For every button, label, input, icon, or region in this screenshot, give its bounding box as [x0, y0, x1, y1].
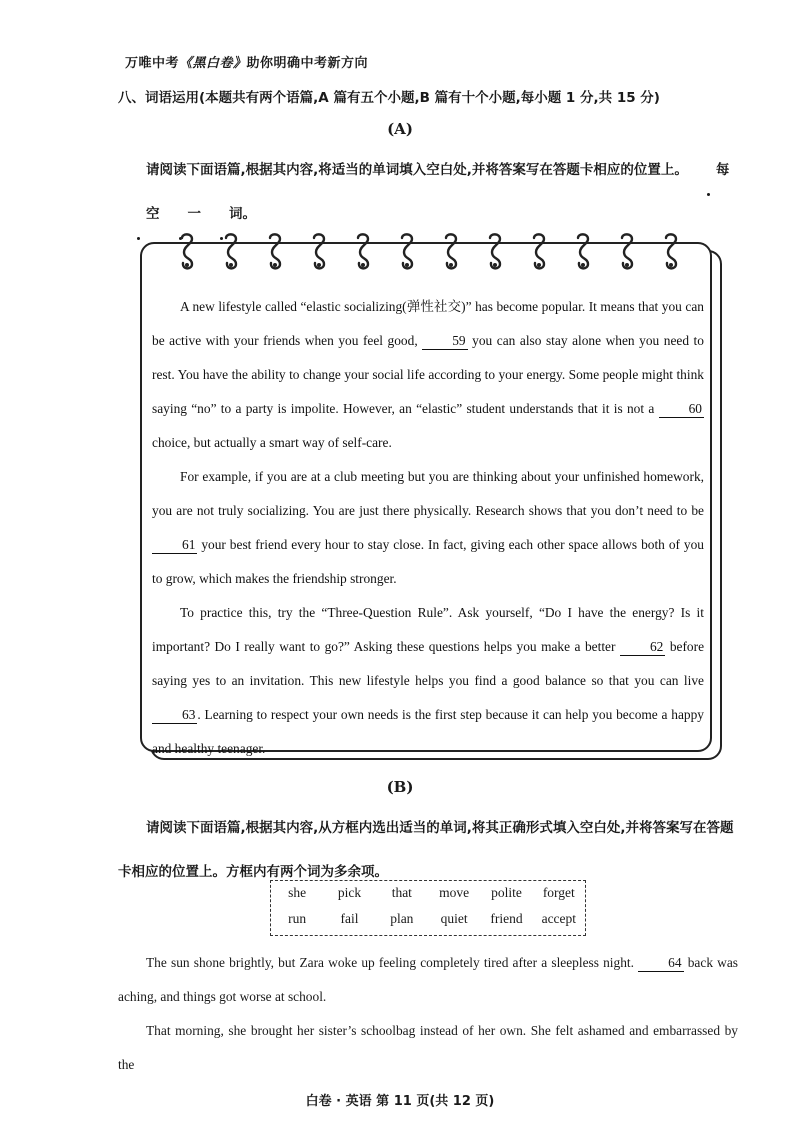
passage-a-text: For example, if you are at a club meeting but you are thinking about your unfinished homework, you are not truly socializing. You are just there physically. Research shows that you don’t need to be: [152, 469, 704, 518]
passage-a-paragraph-2: [152, 460, 704, 596]
passage-a: [152, 290, 704, 766]
passage-a-text: To practice this, try the “Three-Question Rule”. Ask yourself, “Do I have the energy? Is it important? Do I really want to go?” Asking these questions helps you make a better: [152, 605, 704, 654]
passage-b-text: That morning, she brought her sister’s schoolbag instead of her own. She felt ashamed and embarrassed by the: [118, 1023, 738, 1072]
passage-a-text: . Learning to respect your own needs is the first step because it can help you become a happy and healthy teenager.: [152, 707, 704, 756]
spiral-ring-icon: [662, 232, 680, 272]
part-b-label: (B): [386, 778, 414, 796]
passage-b-text: The sun shone brightly, but Zara woke up feeling completely tired after a sleepless night.: [146, 955, 634, 970]
blank-63: 63: [152, 707, 197, 724]
spiral-ring-icon: [266, 232, 284, 272]
passage-a-text: before saying yes to an invitation. This new lifestyle helps you find a good balance so that you can live: [152, 639, 705, 688]
passage-a-paragraph-3: [152, 596, 704, 766]
word-option: run: [288, 911, 307, 926]
word-option: plan: [390, 911, 414, 926]
word-box: [270, 880, 586, 936]
passage-b: [118, 946, 738, 1082]
header-prefix: 万唯中考: [125, 56, 180, 71]
word-option: friend: [490, 911, 523, 926]
part-a-instruction: [118, 148, 738, 236]
spiral-ring-icon: [486, 232, 504, 272]
passage-b-paragraph-2: [118, 1014, 738, 1082]
passage-a-text: choice, but actually a smart way of self-care.: [152, 435, 392, 450]
blank-64: 64: [638, 955, 683, 972]
page-footer: 白卷 · 英语 第 11 页(共 12 页): [305, 1094, 495, 1109]
header-suffix: 助你明确中考新方向: [246, 56, 369, 71]
passage-a-text: your best friend every hour to stay close. In fact, giving each other space allows both of you to grow, which makes the friendship stronger.: [152, 537, 704, 586]
spiral-ring-icon: [178, 232, 196, 272]
passage-a-text: A new lifestyle called “elastic socializing(弹性社交)” has become popular. It means that you can be active with your friends when you feel good,: [152, 299, 704, 348]
passage-b-text: back was aching, and things got worse at school.: [118, 955, 738, 1004]
book-header: [125, 52, 368, 71]
spiral-ring-icon: [574, 232, 592, 272]
spiral-ring-icon: [222, 232, 240, 272]
spiral-ring-icon: [618, 232, 636, 272]
word-option: she: [288, 885, 307, 900]
spiral-ring-icon: [530, 232, 548, 272]
word-option: polite: [491, 885, 522, 900]
section-title: 八、词语运用(本题共有两个语篇,A 篇有五个小题,B 篇有十个小题,每小题 1 分,共 15 分): [118, 90, 660, 106]
spiral-ring-icon: [310, 232, 328, 272]
word-option: accept: [541, 911, 577, 926]
part-a-instruction-emphasis-1: 每空: [118, 162, 729, 222]
part-a-label: (A): [387, 120, 413, 138]
blank-60: 60: [659, 401, 704, 418]
part-a-instruction-emphasis-2: 一 词: [160, 206, 243, 222]
blank-61: 61: [152, 537, 197, 554]
part-b-instruction: 请阅读下面语篇,根据其内容,从方框内选出适当的单词,将其正确形式填入空白处,并将答案写在答题卡相应的位置上。方框内有两个词为多余项。: [118, 820, 734, 880]
part-a-instruction-text: 请阅读下面语篇,根据其内容,将适当的单词填入空白处,并将答案写在答题卡相应的位置上。: [146, 162, 688, 178]
spiral-ring-icon: [354, 232, 372, 272]
passage-a-text: you can also stay alone when you need to rest. You have the ability to change your social life according to your energy. Some people might think saying “no” to a party is impolite. However, an “elastic” student understands that it is not a: [152, 333, 704, 416]
header-brand: 《黑白卷》: [179, 56, 247, 71]
passage-a-paragraph-1: [152, 290, 704, 460]
part-a-instruction-end: 。: [242, 206, 256, 222]
word-box-grid: [271, 885, 585, 927]
word-option: fail: [340, 911, 359, 926]
blank-59: 59: [422, 333, 467, 350]
word-option: move: [439, 885, 470, 900]
word-option: forget: [542, 885, 575, 900]
word-option: pick: [337, 885, 362, 900]
passage-b-paragraph-1: [118, 946, 738, 1014]
spiral-ring-icon: [442, 232, 460, 272]
word-option: quiet: [440, 911, 468, 926]
blank-62: 62: [620, 639, 665, 656]
spiral-ring-icon: [398, 232, 416, 272]
word-option: that: [391, 885, 412, 900]
